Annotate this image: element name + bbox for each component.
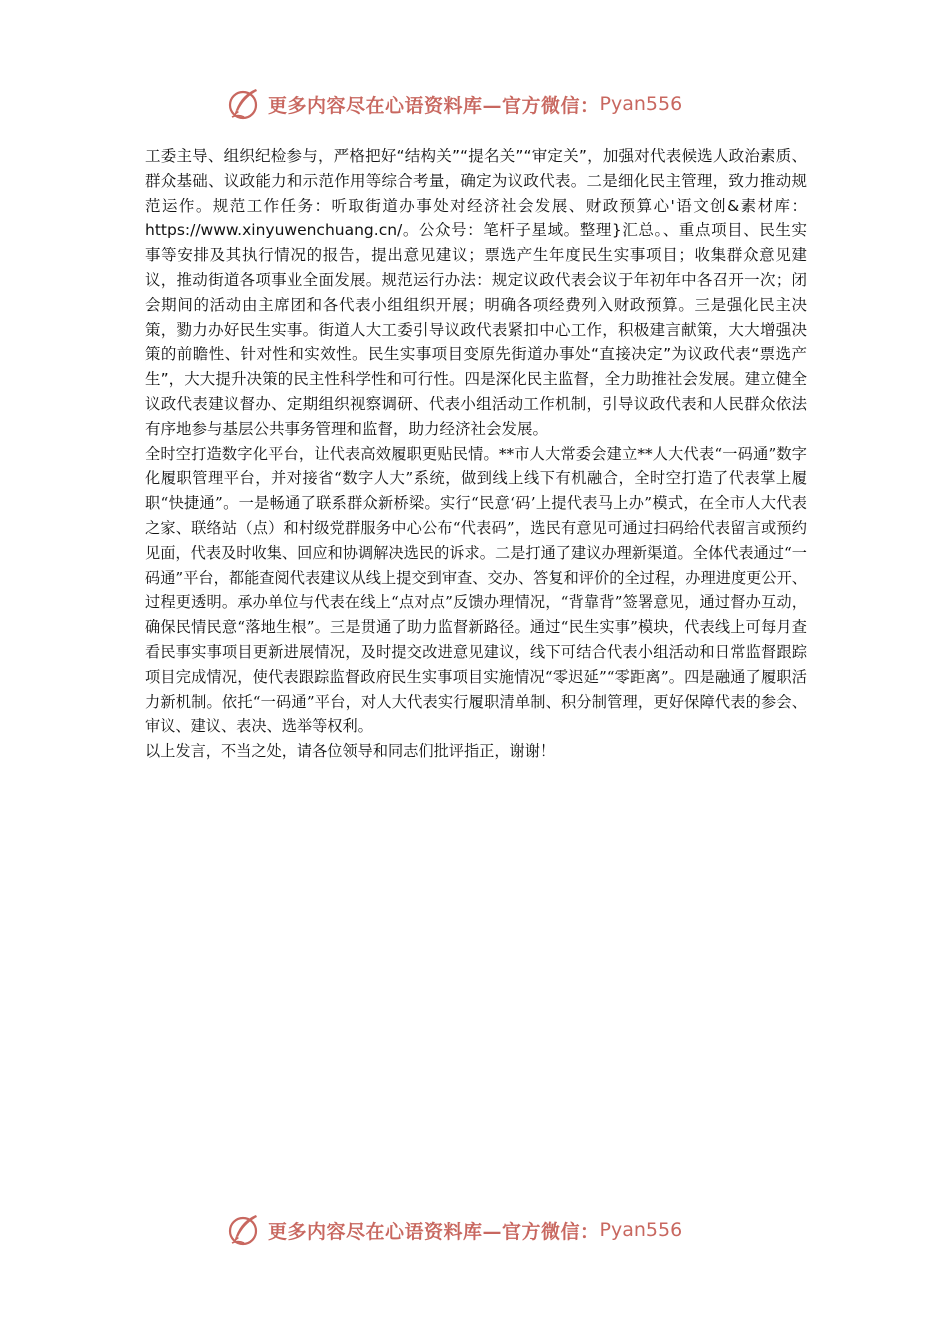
paragraph-serif: 全时空打造数字化平台，让代表高效履职更贴民情。**市人大常委会建立**人大代表“一码通”数字化履职管理平台，并对接省“数字人大”系统，做到线上线下有机融合，全时空打造了代表掌上履职“快捷通”。一是畅通了联系群众新桥梁。实行“民意‘码’上提代表马上办”模式，在全市人大代表之家、联络站（点）和村级党群服务中心公布“代表码”，选民有意见可通过扫码给代表留言或预约见面，代表及时收集、回应和协调解决选民的诉求。二是打通了建议办理新渠道。全体代表通过“一码通”平台，都能查阅代表建议从线上提交到审查、交办、答复和评价的全过程，办理进度更公开、过程更透明。承办单位与代表在线上“点对点”反馈办理情况，“背靠背”签署意见，通过督办互动，确保民情民意“落地生根”。三是贯通了助力监督新路径。通过“民生实事”模块，代表线上可每月查看民事实事项目更新进展情况，及时提交改进意见建议，线下可结合代表小组活动和日常监督跟踪项目完成情况，使代表跟踪监督政府民生实事项目实施情况“零迟延”“零距离”。四是融通了履职活力新机制。依托“一码通”平台，对人大代表实行履职清单制、积分制管理，更好保障代表的参会、审议、建议、表决、选举等权利。	[145, 444, 807, 736]
quill-pen-circle-icon	[226, 1212, 262, 1248]
banner-wechat-id: Pyan556	[599, 93, 683, 115]
footer-banner	[226, 1210, 682, 1250]
banner-text: 更多内容尽在心语资料库—官方微信：	[268, 94, 600, 117]
document-body	[145, 144, 807, 764]
header-banner	[226, 84, 682, 124]
paragraph-bold: 工委主导、组织纪检参与，严格把好“结构关”“提名关”“审定关”，加强对代表候选人政治素质、群众基础、议政能力和示范作用等综合考量，确定为议政代表。二是细化民主管理，致力推动规范运作。规范工作任务：听取街道办事处对经济社会发展、财政预算心'语文创&素材库：https://www.xinyuwenchuang.cn/。公众号：笔杆子星域。整理}汇总。、重点项目、民生实事等安排及其执行情况的报告，提出意见建议；票选产生年度民生实事项目；收集群众意见建议，推动街道各项事业全面发展。规范运行办法：规定议政代表会议于年初年中各召开一次；闭会期间的活动由主席团和各代表小组组织开展；明确各项经费列入财政预算。三是强化民主决策，勠力办好民生实事。街道人大工委引导议政代表紧扣中心工作，积极建言献策，大大增强决策的前瞻性、针对性和实效性。民生实事项目变原先街道办事处“直接决定”为议政代表“票选产生”，大大提升决策的民主性科学性和可行性。四是深化民主监督，全力助推社会发展。建立健全议政代表建议督办、定期组织视察调研、代表小组活动工作机制，引导议政代表和人民群众依法有序地参与基层公共事务管理和监督，助力经济社会发展。	[145, 147, 807, 438]
banner-text: 更多内容尽在心语资料库—官方微信：	[268, 1220, 600, 1243]
banner-wechat-id: Pyan556	[599, 1219, 683, 1241]
quill-pen-circle-icon	[226, 86, 262, 122]
paragraph-closing: 以上发言，不当之处，请各位领导和同志们批评指正，谢谢！	[145, 742, 556, 761]
